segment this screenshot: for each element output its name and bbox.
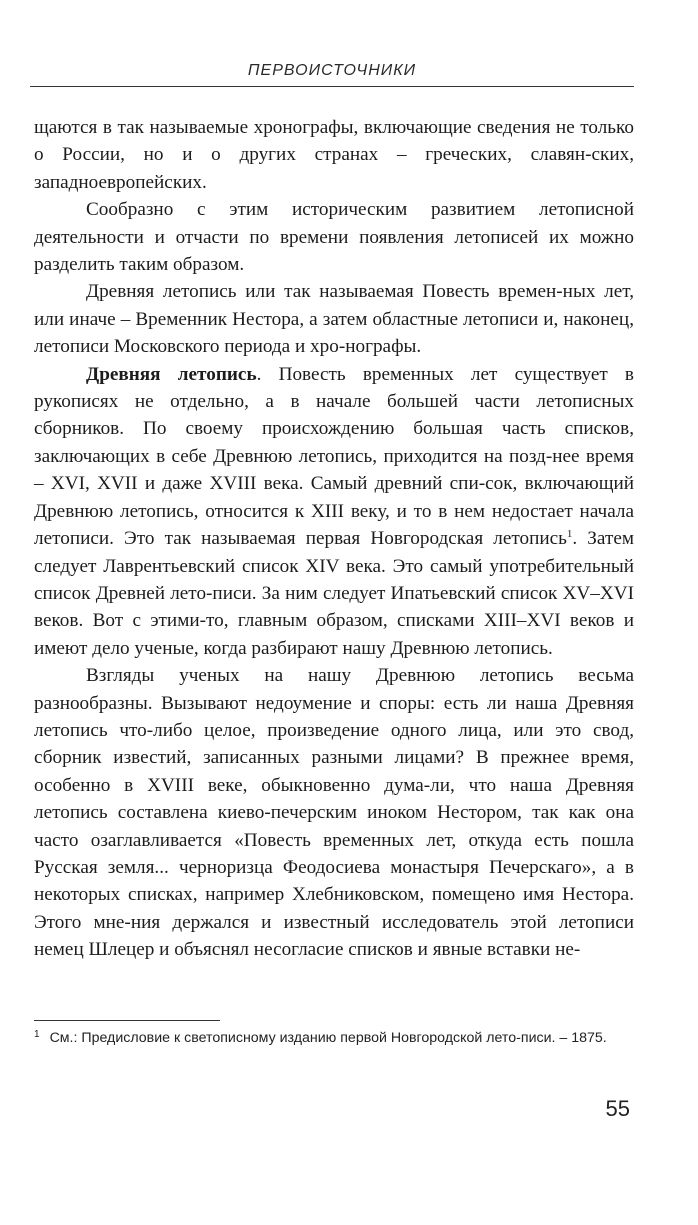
paragraph-3: Древняя летопись или так называемая Повесть времен-ных лет, или иначе – Временник Нестора, а затем областные летописи и, наконец, летописи Московского периода и хро-нографы. bbox=[34, 281, 634, 358]
footnote-mark: 1 bbox=[34, 1029, 40, 1040]
body-text bbox=[34, 114, 634, 964]
footnote-text: См.: Предисловие к светописному изданию первой Новгородской лето-писи. – 1875. bbox=[49, 1030, 607, 1046]
paragraph-5: Взгляды ученых на нашу Древнюю летопись весьма разнообразны. Вызывают недоумение и споры: есть ли наша Древняя летопись что-либо целое, произведение одного лица, или это свод, сборник известий, записанных разными лицами? В прежнее время, особенно в XVIII веке, обыкновенно дума-ли, что наша Древняя летопись составлена киево-печерским иноком Нестором, так как она часто озаглавливается «Повесть временных лет, откуда есть пошла Русская земля... черноризца Феодосиева монастыря Печерскаго», а в некоторых списках, например Хлебниковском, помещено имя Нестора. Этого мне-ния держался и известный исследователь этой летописи немец Шлецер и объяснял несогласие списков и явные вставки не- bbox=[34, 665, 634, 961]
page-number: 55 bbox=[605, 1096, 630, 1121]
header-rule bbox=[30, 86, 634, 87]
paragraph-2: Сообразно с этим историческим развитием летописной деятельности и отчасти по времени появления летописей их можно разделить таким образом. bbox=[34, 199, 634, 276]
footnote-reference[interactable]: 1 bbox=[566, 528, 573, 541]
running-header: ПЕРВОИСТОЧНИКИ bbox=[247, 62, 417, 79]
paragraph-4-text-b: . Затем следует Лаврентьевский список XIV века. Это самый употребительный список Древней лето-писи. За ним следует Ипатьевский список XV–XVI веков. Вот с этими-то, главным образом, списками XIII–XVI веков и имеют дело ученые, когда разбирают нашу Древнюю летопись. bbox=[34, 528, 634, 659]
paragraph-1: щаются в так называемые хронографы, включающие сведения не только о России, но и о других странах – греческих, славян-ских, западноевропейских. bbox=[34, 117, 634, 193]
footnote bbox=[34, 1027, 634, 1049]
footnote-rule bbox=[34, 1020, 220, 1021]
bold-term: Древняя летопись bbox=[86, 363, 257, 385]
paragraph-4 bbox=[34, 361, 634, 662]
paragraph-4-text-a: . Повесть временных лет существует в рукописях не отдельно, а в начале большей части летописных сборников. По своему происхождению большая часть списков, заключающих в себе Древнюю летопись, приходится на позд-нее время – XVI, XVII и даже XVIII века. Самый древний спи-сок, включающий Древнюю летопись, относится к XIII веку, и то в нем недостает начала летописи. Это так называемая первая Новгородская летопись bbox=[34, 363, 634, 550]
